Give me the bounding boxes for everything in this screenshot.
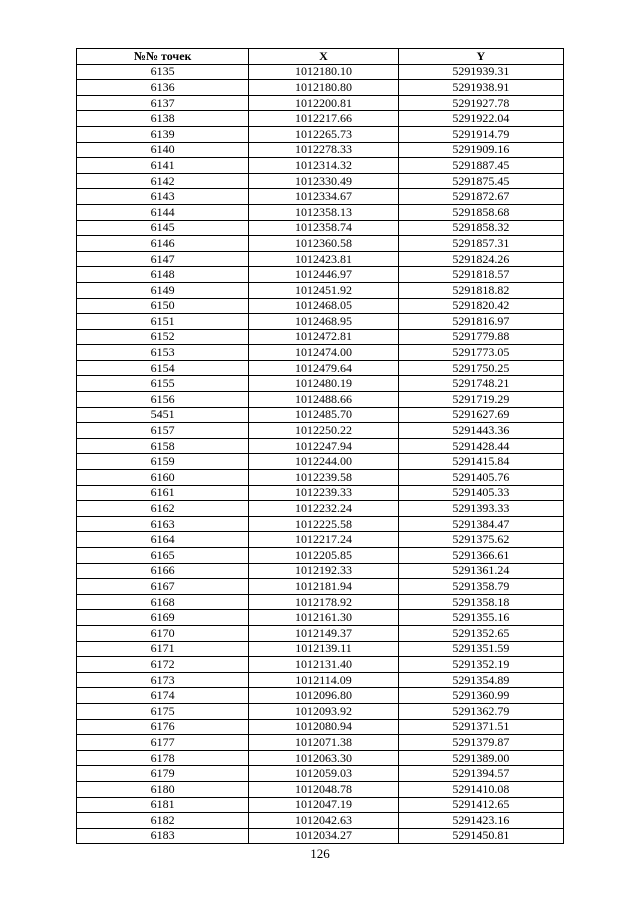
cell-y: 5291927.78 (398, 95, 563, 111)
cell-x: 1012479.64 (249, 360, 398, 376)
cell-x: 1012358.74 (249, 220, 398, 236)
cell-point-number: 6143 (77, 189, 249, 205)
cell-x: 1012080.94 (249, 719, 398, 735)
cell-y: 5291352.19 (398, 657, 563, 673)
cell-y: 5291389.00 (398, 750, 563, 766)
table-body (77, 64, 564, 844)
table-row (77, 407, 564, 423)
cell-x: 1012232.24 (249, 501, 398, 517)
cell-point-number: 6182 (77, 813, 249, 829)
cell-point-number: 6136 (77, 80, 249, 96)
cell-x: 1012360.58 (249, 236, 398, 252)
cell-y: 5291627.69 (398, 407, 563, 423)
cell-point-number: 6152 (77, 329, 249, 345)
cell-point-number: 6178 (77, 750, 249, 766)
cell-x: 1012488.66 (249, 392, 398, 408)
table-row (77, 236, 564, 252)
cell-y: 5291450.81 (398, 828, 563, 844)
cell-point-number: 6177 (77, 735, 249, 751)
cell-point-number: 6155 (77, 376, 249, 392)
cell-x: 1012181.94 (249, 579, 398, 595)
cell-point-number: 6159 (77, 454, 249, 470)
cell-y: 5291358.18 (398, 594, 563, 610)
cell-point-number: 6165 (77, 548, 249, 564)
cell-point-number: 6150 (77, 298, 249, 314)
table-row (77, 282, 564, 298)
cell-point-number: 6139 (77, 126, 249, 142)
cell-y: 5291352.65 (398, 625, 563, 641)
cell-x: 1012250.22 (249, 423, 398, 439)
cell-point-number: 6158 (77, 438, 249, 454)
cell-x: 1012358.13 (249, 204, 398, 220)
cell-point-number: 6144 (77, 204, 249, 220)
cell-y: 5291371.51 (398, 719, 563, 735)
table-row (77, 672, 564, 688)
cell-point-number: 6164 (77, 532, 249, 548)
cell-point-number: 6160 (77, 470, 249, 486)
cell-point-number: 6181 (77, 797, 249, 813)
cell-y: 5291423.16 (398, 813, 563, 829)
cell-point-number: 6147 (77, 251, 249, 267)
cell-x: 1012474.00 (249, 345, 398, 361)
cell-y: 5291379.87 (398, 735, 563, 751)
cell-y: 5291361.24 (398, 563, 563, 579)
cell-x: 1012247.94 (249, 438, 398, 454)
cell-x: 1012265.73 (249, 126, 398, 142)
cell-x: 1012217.24 (249, 532, 398, 548)
table-row (77, 594, 564, 610)
table-row (77, 423, 564, 439)
cell-x: 1012178.92 (249, 594, 398, 610)
table-row (77, 111, 564, 127)
cell-y: 5291909.16 (398, 142, 563, 158)
cell-y: 5291362.79 (398, 703, 563, 719)
table-header-row (77, 49, 564, 65)
cell-y: 5291366.61 (398, 548, 563, 564)
cell-y: 5291394.57 (398, 766, 563, 782)
page-number: 126 (310, 846, 330, 861)
cell-y: 5291939.31 (398, 64, 563, 80)
table-row (77, 189, 564, 205)
cell-y: 5291354.89 (398, 672, 563, 688)
cell-y: 5291824.26 (398, 251, 563, 267)
table-row (77, 298, 564, 314)
table-row (77, 470, 564, 486)
table-row (77, 485, 564, 501)
cell-x: 1012423.81 (249, 251, 398, 267)
table-row (77, 454, 564, 470)
cell-y: 5291887.45 (398, 158, 563, 174)
cell-x: 1012149.37 (249, 625, 398, 641)
cell-x: 1012047.19 (249, 797, 398, 813)
table-row (77, 657, 564, 673)
cell-y: 5291858.32 (398, 220, 563, 236)
cell-x: 1012192.33 (249, 563, 398, 579)
cell-y: 5291914.79 (398, 126, 563, 142)
table-row (77, 797, 564, 813)
cell-x: 1012468.95 (249, 314, 398, 330)
table-row (77, 204, 564, 220)
cell-x: 1012034.27 (249, 828, 398, 844)
cell-y: 5291820.42 (398, 298, 563, 314)
cell-point-number: 6168 (77, 594, 249, 610)
cell-y: 5291375.62 (398, 532, 563, 548)
table-row (77, 532, 564, 548)
cell-x: 1012180.10 (249, 64, 398, 80)
table-row (77, 392, 564, 408)
table-row (77, 173, 564, 189)
table-row (77, 345, 564, 361)
table-row (77, 828, 564, 844)
table-row (77, 64, 564, 80)
cell-x: 1012225.58 (249, 516, 398, 532)
cell-point-number: 6153 (77, 345, 249, 361)
table-row (77, 516, 564, 532)
cell-x: 1012330.49 (249, 173, 398, 189)
cell-point-number: 6140 (77, 142, 249, 158)
cell-y: 5291818.57 (398, 267, 563, 283)
cell-x: 1012131.40 (249, 657, 398, 673)
cell-point-number: 6172 (77, 657, 249, 673)
cell-point-number: 6161 (77, 485, 249, 501)
table-row (77, 703, 564, 719)
coordinates-table (76, 48, 564, 844)
table-row (77, 95, 564, 111)
cell-x: 1012278.33 (249, 142, 398, 158)
table-row (77, 563, 564, 579)
table-row (77, 610, 564, 626)
cell-x: 1012217.66 (249, 111, 398, 127)
table-row (77, 220, 564, 236)
table-row (77, 438, 564, 454)
cell-point-number: 6145 (77, 220, 249, 236)
cell-y: 5291719.29 (398, 392, 563, 408)
cell-point-number: 6135 (77, 64, 249, 80)
table-row (77, 251, 564, 267)
cell-y: 5291415.84 (398, 454, 563, 470)
cell-y: 5291358.79 (398, 579, 563, 595)
cell-x: 1012239.58 (249, 470, 398, 486)
table-row (77, 329, 564, 345)
table-row (77, 735, 564, 751)
table-row (77, 376, 564, 392)
table-row (77, 625, 564, 641)
cell-y: 5291857.31 (398, 236, 563, 252)
cell-point-number: 6157 (77, 423, 249, 439)
cell-point-number: 5451 (77, 407, 249, 423)
table-row (77, 766, 564, 782)
cell-x: 1012239.33 (249, 485, 398, 501)
cell-point-number: 6176 (77, 719, 249, 735)
cell-point-number: 6179 (77, 766, 249, 782)
table-row (77, 314, 564, 330)
table-row (77, 781, 564, 797)
cell-point-number: 6148 (77, 267, 249, 283)
cell-x: 1012048.78 (249, 781, 398, 797)
cell-x: 1012093.92 (249, 703, 398, 719)
cell-x: 1012180.80 (249, 80, 398, 96)
cell-x: 1012314.32 (249, 158, 398, 174)
cell-point-number: 6173 (77, 672, 249, 688)
cell-point-number: 6170 (77, 625, 249, 641)
cell-x: 1012139.11 (249, 641, 398, 657)
cell-x: 1012468.05 (249, 298, 398, 314)
cell-y: 5291875.45 (398, 173, 563, 189)
cell-y: 5291858.68 (398, 204, 563, 220)
cell-y: 5291410.08 (398, 781, 563, 797)
cell-x: 1012334.67 (249, 189, 398, 205)
cell-x: 1012244.00 (249, 454, 398, 470)
cell-x: 1012480.19 (249, 376, 398, 392)
cell-point-number: 6171 (77, 641, 249, 657)
cell-point-number: 6163 (77, 516, 249, 532)
cell-point-number: 6174 (77, 688, 249, 704)
cell-y: 5291773.05 (398, 345, 563, 361)
cell-point-number: 6169 (77, 610, 249, 626)
header-y: Y (398, 49, 563, 65)
cell-point-number: 6151 (77, 314, 249, 330)
cell-x: 1012485.70 (249, 407, 398, 423)
cell-y: 5291351.59 (398, 641, 563, 657)
cell-y: 5291748.21 (398, 376, 563, 392)
cell-y: 5291355.16 (398, 610, 563, 626)
cell-x: 1012205.85 (249, 548, 398, 564)
table-row (77, 267, 564, 283)
cell-y: 5291443.36 (398, 423, 563, 439)
cell-x: 1012071.38 (249, 735, 398, 751)
cell-x: 1012042.63 (249, 813, 398, 829)
cell-x: 1012063.30 (249, 750, 398, 766)
cell-x: 1012446.97 (249, 267, 398, 283)
cell-y: 5291393.33 (398, 501, 563, 517)
cell-y: 5291405.76 (398, 470, 563, 486)
cell-point-number: 6180 (77, 781, 249, 797)
table-row (77, 688, 564, 704)
cell-y: 5291405.33 (398, 485, 563, 501)
cell-y: 5291384.47 (398, 516, 563, 532)
header-point-number: №№ точек (77, 49, 249, 65)
cell-point-number: 6149 (77, 282, 249, 298)
cell-point-number: 6154 (77, 360, 249, 376)
table-row (77, 641, 564, 657)
cell-y: 5291360.99 (398, 688, 563, 704)
cell-y: 5291938.91 (398, 80, 563, 96)
table-row (77, 158, 564, 174)
table-row (77, 548, 564, 564)
table-row (77, 142, 564, 158)
cell-x: 1012451.92 (249, 282, 398, 298)
cell-point-number: 6138 (77, 111, 249, 127)
table-row (77, 750, 564, 766)
cell-y: 5291779.88 (398, 329, 563, 345)
cell-point-number: 6166 (77, 563, 249, 579)
cell-y: 5291750.25 (398, 360, 563, 376)
cell-x: 1012200.81 (249, 95, 398, 111)
cell-x: 1012161.30 (249, 610, 398, 626)
cell-point-number: 6141 (77, 158, 249, 174)
cell-point-number: 6183 (77, 828, 249, 844)
cell-y: 5291922.04 (398, 111, 563, 127)
cell-y: 5291412.65 (398, 797, 563, 813)
table-row (77, 501, 564, 517)
cell-x: 1012096.80 (249, 688, 398, 704)
cell-point-number: 6156 (77, 392, 249, 408)
cell-x: 1012059.03 (249, 766, 398, 782)
table-row (77, 80, 564, 96)
cell-point-number: 6142 (77, 173, 249, 189)
table-row (77, 579, 564, 595)
table-row (77, 126, 564, 142)
table-row (77, 813, 564, 829)
cell-point-number: 6162 (77, 501, 249, 517)
cell-point-number: 6175 (77, 703, 249, 719)
cell-point-number: 6137 (77, 95, 249, 111)
table-row (77, 719, 564, 735)
cell-x: 1012472.81 (249, 329, 398, 345)
cell-point-number: 6167 (77, 579, 249, 595)
header-x: X (249, 49, 398, 65)
table-row (77, 360, 564, 376)
cell-y: 5291428.44 (398, 438, 563, 454)
cell-point-number: 6146 (77, 236, 249, 252)
cell-y: 5291816.97 (398, 314, 563, 330)
cell-y: 5291872.67 (398, 189, 563, 205)
cell-x: 1012114.09 (249, 672, 398, 688)
cell-y: 5291818.82 (398, 282, 563, 298)
